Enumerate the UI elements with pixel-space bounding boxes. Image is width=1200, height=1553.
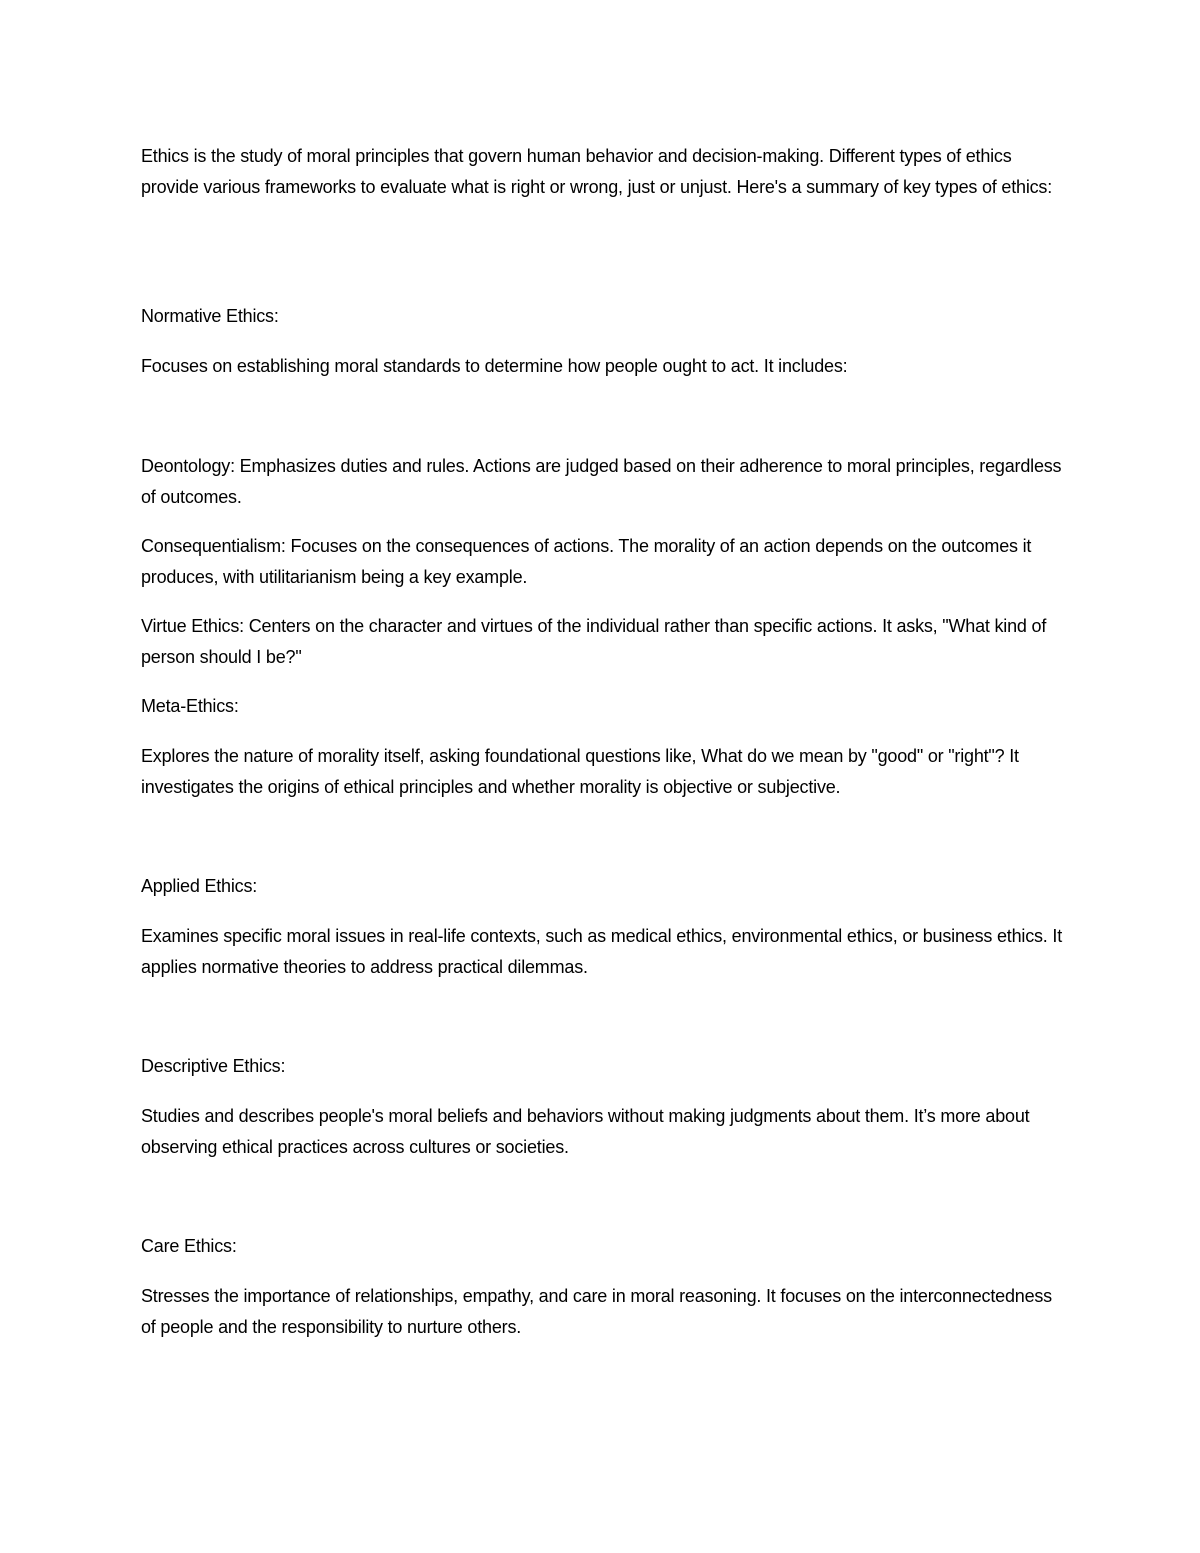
virtue-ethics-paragraph: Virtue Ethics: Centers on the character and virtues of the individual rather than specific actions. It asks, "What kind of person should I be?" (141, 616, 1047, 667)
care-ethics-description: Stresses the importance of relationships, empathy, and care in moral reasoning. It focuses on the interconnectedness of people and the responsibility to nurture others. (141, 1286, 1052, 1337)
consequentialism-paragraph: Consequentialism: Focuses on the consequences of actions. The morality of an action depends on the outcomes it produces, with utilitarianism being a key example. (141, 536, 1032, 587)
normative-ethics-heading: Normative Ethics: (141, 306, 279, 326)
deontology-paragraph: Deontology: Emphasizes duties and rules. Actions are judged based on their adherence to moral principles, regardless of outcomes. (141, 456, 1062, 507)
descriptive-ethics-description: Studies and describes people's moral beliefs and behaviors without making judgments about them. It’s more about observing ethical practices across cultures or societies. (141, 1106, 1030, 1157)
care-ethics-heading: Care Ethics: (141, 1236, 237, 1256)
descriptive-ethics-heading: Descriptive Ethics: (141, 1056, 286, 1076)
meta-ethics-description: Explores the nature of morality itself, asking foundational questions like, What do we mean by "good" or "right"? It investigates the origins of ethical principles and whether morality is objective or subjective. (141, 746, 1019, 797)
normative-ethics-description: Focuses on establishing moral standards to determine how people ought to act. It includes: (141, 356, 848, 376)
meta-ethics-heading: Meta-Ethics: (141, 696, 239, 716)
applied-ethics-heading: Applied Ethics: (141, 876, 258, 896)
intro-paragraph: Ethics is the study of moral principles that govern human behavior and decision-making. Different types of ethics provide various frameworks to evaluate what is right or wrong, just or unjust. Here's a summary of key types of ethics: (141, 146, 1053, 197)
applied-ethics-description: Examines specific moral issues in real-life contexts, such as medical ethics, environmental ethics, or business ethics. It applies normative theories to address practical dilemmas. (141, 926, 1062, 977)
